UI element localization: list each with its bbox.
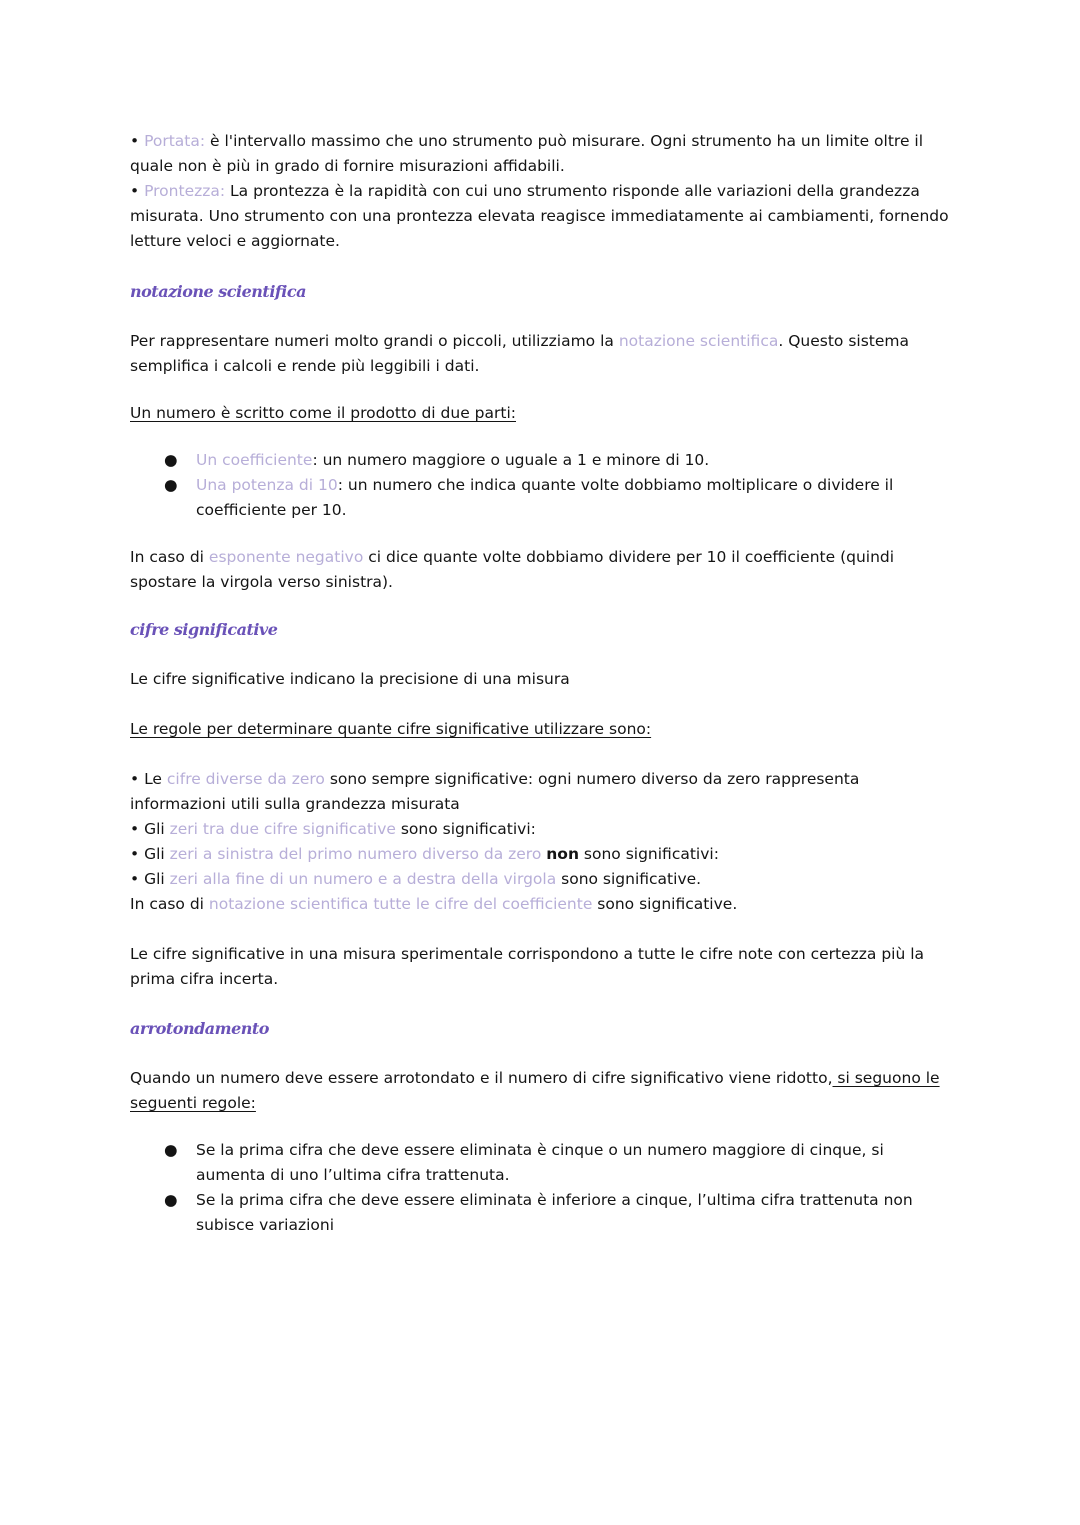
item-text: Se la prima cifra che deve essere eliminata è cinque o un numero maggiore di cinque, si aumenta di uno l’ultima cifra trattenuta. bbox=[196, 1141, 884, 1184]
portata-text: è l'intervallo massimo che uno strumento può misurare. Ogni strumento ha un limite oltre il quale non è più in grado di fornire misurazioni affidabili. bbox=[130, 132, 924, 175]
rule-1 bbox=[130, 767, 955, 817]
rule-prefix: • Gli bbox=[130, 845, 170, 863]
notazione-p1-highlight: notazione scientifica bbox=[618, 332, 779, 350]
arrot-paragraph-1 bbox=[130, 1066, 955, 1116]
list-item bbox=[130, 1188, 955, 1238]
bullet-icon: ● bbox=[164, 1191, 178, 1209]
portata-paragraph: • Portata: è l'intervallo massimo che uno strumento può misurare. Ogni strumento ha un limite oltre il quale non è più in grado di fornire misurazioni affidabili. bbox=[130, 132, 924, 175]
notazione-p1-before: Per rappresentare numeri molto grandi o piccoli, utilizziamo la bbox=[130, 332, 619, 350]
rule-2 bbox=[130, 817, 955, 842]
prontezza-text: La prontezza è la rapidità con cui uno strumento risponde alle variazioni della grandezza misurata. Uno strumento con una prontezza elevata reagisce immediatamente ai cambiamenti, fornendo letture veloci e aggiornate. bbox=[130, 182, 949, 250]
rule-text: sono significative. bbox=[556, 870, 702, 888]
rule-text: sono significative. bbox=[592, 895, 738, 913]
rule-prefix: • Gli bbox=[130, 870, 170, 888]
list-item bbox=[130, 473, 955, 523]
item-text: : un numero maggiore o uguale a 1 e minore di 10. bbox=[312, 451, 710, 469]
rule-highlight: zeri tra due cifre significative bbox=[169, 820, 396, 838]
portata-label: Portata: bbox=[144, 132, 206, 150]
rule-3 bbox=[130, 842, 955, 867]
notazione-list bbox=[130, 448, 955, 523]
rule-highlight: zeri a sinistra del primo numero diverso da zero bbox=[169, 845, 542, 863]
rule-prefix: In caso di bbox=[130, 895, 209, 913]
rule-4 bbox=[130, 867, 955, 892]
cifre-paragraph-2: Le cifre significative in una misura sperimentale corrispondono a tutte le cifre note con certezza più la prima cifra incerta. bbox=[130, 945, 925, 988]
rule-highlight: cifre diverse da zero bbox=[166, 770, 325, 788]
item-highlight: Una potenza di 10 bbox=[196, 476, 338, 494]
notazione-p2-before: In caso di bbox=[130, 548, 209, 566]
heading-cifre: cifre significative bbox=[130, 620, 278, 639]
notazione-underline-intro: Un numero è scritto come il prodotto di due parti: bbox=[130, 404, 516, 422]
notazione-p2-highlight: esponente negativo bbox=[208, 548, 364, 566]
prontezza-paragraph: • Prontezza: La prontezza è la rapidità con cui uno strumento risponde alle variazioni della grandezza misurata. Uno strumento con una prontezza elevata reagisce immediatamente ai cambiamenti, fornendo letture veloci e aggiornate. bbox=[130, 182, 949, 250]
document-page bbox=[130, 129, 955, 1238]
item-text: Se la prima cifra che deve essere eliminata è inferiore a cinque, l’ultima cifra trattenuta non subisce variazioni bbox=[196, 1191, 913, 1234]
prontezza-label: Prontezza: bbox=[144, 182, 226, 200]
notazione-p1-after: . Questo sistema semplifica i calcoli e rende più leggibili i dati. bbox=[130, 332, 909, 375]
arrot-list bbox=[130, 1138, 955, 1238]
item-text: : un numero che indica quante volte dobbiamo moltiplicare o dividere il coefficiente per 10. bbox=[196, 476, 894, 519]
rule-text: sono sempre significative: ogni numero diverso da zero rappresenta informazioni utili sulla grandezza misurata bbox=[130, 770, 860, 813]
rule-prefix: • Gli bbox=[130, 820, 170, 838]
arrot-p1-underline: si seguono le seguenti regole: bbox=[130, 1069, 940, 1112]
notazione-p2-after: ci dice quante volte dobbiamo dividere per 10 il coefficiente (quindi spostare la virgola verso sinistra). bbox=[130, 548, 895, 591]
arrot-p1-text: Quando un numero deve essere arrotondato e il numero di cifre significativo viene ridotto, bbox=[130, 1069, 833, 1087]
cifre-underline-intro: Le regole per determinare quante cifre significative utilizzare sono: bbox=[130, 720, 652, 738]
list-item bbox=[130, 1138, 955, 1188]
rule-bold: non bbox=[546, 845, 579, 863]
bullet-icon: ● bbox=[164, 1141, 178, 1159]
notazione-paragraph-1 bbox=[130, 329, 955, 379]
bullet-icon: ● bbox=[164, 451, 178, 469]
rule-highlight: notazione scientifica tutte le cifre del coefficiente bbox=[208, 895, 593, 913]
rule-text: sono significativi: bbox=[578, 845, 719, 863]
heading-notazione: notazione scientifica bbox=[130, 282, 306, 301]
rule-highlight: zeri alla fine di un numero e a destra della virgola bbox=[169, 870, 557, 888]
heading-arrotondamento: arrotondamento bbox=[130, 1019, 269, 1038]
cifre-paragraph-1: Le cifre significative indicano la precisione di una misura bbox=[130, 670, 570, 688]
rule-text: sono significativi: bbox=[395, 820, 536, 838]
item-highlight: Un coefficiente bbox=[196, 451, 313, 469]
rule-prefix: • Le bbox=[130, 770, 167, 788]
list-item bbox=[130, 448, 955, 473]
rule-5 bbox=[130, 892, 955, 917]
notazione-paragraph-2 bbox=[130, 545, 955, 595]
bullet-icon: ● bbox=[164, 476, 178, 494]
